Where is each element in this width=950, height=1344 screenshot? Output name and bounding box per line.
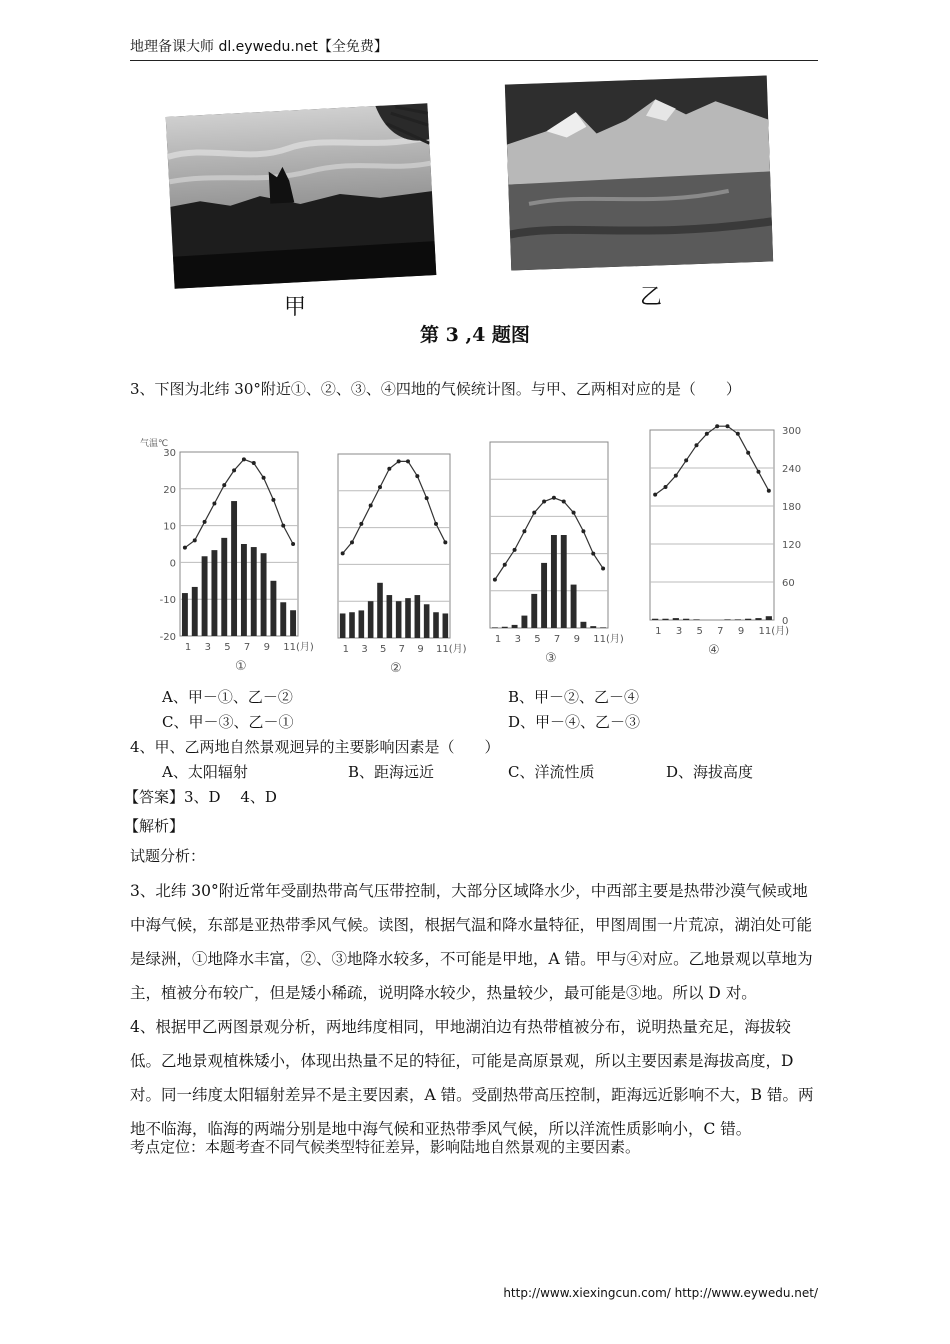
photo-jia-illustration [166,103,437,288]
chart-4-precip-bar [673,618,679,620]
chart-4-precip-bar [683,619,689,620]
chart-3-precip-bar [600,627,606,628]
answer-line: 【答案】3、D 4、D [124,788,277,806]
chart-2-precip-bar [359,610,365,638]
chart-2-temp-point [359,522,363,526]
chart-4-temp-point [684,458,688,462]
chart-1-x-tick: 11(月) [283,642,314,653]
photo-yi-illustration [505,75,773,270]
chart-4-temp-point [726,424,730,428]
chart-1-y-tick: -10 [159,595,176,607]
chart-1-x-tick: 1 [184,642,192,653]
chart-3-x-tick: 7 [553,634,561,645]
chart-3-temp-point [591,552,595,556]
chart-3-label: ③ [545,651,557,666]
analysis-intro: 试题分析： [130,847,206,865]
q4-option-d: D、海拔高度 [666,763,754,781]
chart-2-precip-bar [396,601,402,638]
chart-2-x-tick: 11(月) [436,644,467,655]
chart-4-temp-point [757,470,761,474]
chart-4-y-tick: 240 [782,464,802,475]
chart-3-x-tick: 1 [494,634,502,645]
chart-3-precip-bar [561,535,567,628]
chart-3-precip-bar [590,626,596,628]
photo-jia [166,103,437,288]
analysis-paragraph-4: 4、根据甲乙两图景观分析，两地纬度相同，甲地湖泊边有热带植被分布，说明热量充足，海拔较低。乙地景观植株矮小，体现出热量不足的特征，可能是高原景观，所以主要因素是海拔高度，D 对。同一纬度太阳辐射差异不是主要因素，A 错。受副热带高压控制，距海远近影响不大，B 错。两地不临海，临海的两端分别是地中海气候和亚热带季风气候，所以洋流性质影响小，C 错。 [130,1018,814,1138]
chart-1-temp-point [203,520,207,524]
page-footer: http://www.xiexingcun.com/ http://www.eywedu.net/ [503,1286,818,1300]
q4-option-c: C、洋流性质 [508,763,595,781]
chart-1-temp-point [271,498,275,502]
chart-4-x-tick: 9 [737,626,745,637]
chart-4-temp-point [767,489,771,493]
q3-option-a: A、甲－①、乙－② [162,688,293,706]
q3-option-b: B、甲－②、乙－④ [508,688,640,706]
climate-charts [140,412,820,680]
q3-option-c: C、甲－③、乙－① [162,713,294,731]
chart-3-temp-line [495,498,603,580]
chart-4-x-tick: 7 [717,626,724,637]
chart-2-precip-bar [433,612,439,638]
chart-2-precip-bar [377,583,383,638]
chart-3-x-tick: 3 [514,634,521,645]
chart-1-x-tick: 9 [263,642,270,653]
chart-4-y-tick: 120 [782,540,802,551]
chart-2-precip-bar [368,601,374,638]
q3-option-d: D、甲－④、乙－③ [508,713,641,731]
chart-1-x-tick: 7 [243,642,251,653]
chart-3-temp-point [503,563,507,567]
chart-4-x-tick: 3 [675,626,683,637]
chart-3-temp-point [601,566,605,570]
chart-2-x-tick: 1 [342,644,350,655]
chart-4-precip-bar [755,618,761,620]
question-4-stem: 4、甲、乙两地自然景观迥异的主要影响因素是（ ） [130,738,500,756]
chart-1-y-tick: 30 [163,448,176,459]
chart-4-y-tick: 0 [782,616,789,627]
chart-4-precip-bar [693,619,699,620]
chart-3-x-tick: 5 [534,634,541,645]
chart-4-temp-point [746,451,750,455]
chart-1-temp-point [281,524,285,528]
chart-2-temp-line [343,461,446,553]
chart-4-y-tick: 60 [782,578,795,589]
chart-1-temp-point [242,457,246,461]
chart-3-temp-point [542,500,546,504]
chart-1-y-tick: 20 [163,484,176,496]
chart-3-precip-bar [541,563,547,628]
chart-2-temp-point [415,474,419,478]
chart-3-precip-bar [521,616,527,628]
chart-3-temp-point [552,496,556,500]
chart-4-x-tick: 11(月) [758,626,790,637]
chart-1-temp-point [212,502,216,506]
chart-1-temp-point [252,461,256,465]
chart-1-precip-bar [261,553,267,636]
chart-2-label: ② [390,661,402,676]
chart-1-precip-bar [270,581,276,636]
chart-3-x-tick: 9 [573,634,580,645]
chart-3-temp-point [522,529,526,533]
chart-4-label: ④ [708,643,720,658]
chart-3-precip-bar [551,535,557,628]
chart-4-temp-point [674,474,678,478]
chart-1-x-tick: 3 [204,642,211,653]
chart-2-temp-point [350,540,354,544]
chart-1-temp-point [193,538,197,542]
chart-4-temp-point [653,493,657,497]
chart-4-temp-point [664,485,668,489]
analysis-paragraph-3: 3、北纬 30°附近常年受副热带高气压带控制，大部分区域降水少，中西部主要是热带沙漠气候或地中海气候，东部是亚热带季风气候。读图，根据气温和降水量特征，甲图周围一片荒凉，湖泊处可能是绿洲，①地降水丰富，②、③地降水较多，不可能是甲地，A 错。甲与④对应。乙地景观以草地为主，植被分布较广，但是矮小稀疏，说明降水较少，热量较少，最可能是③地。所以 D 对。 [130,882,813,1002]
chart-4-precip-bar [724,619,730,620]
chart-3-precip-bar [492,627,498,628]
chart-3-precip-bar [531,594,537,628]
chart-1-precip-bar [280,602,286,636]
chart-1-precip-bar [192,587,198,636]
chart-3-temp-point [572,511,576,515]
chart-4-temp-point [715,424,719,428]
chart-2-precip-bar [340,613,346,638]
chart-1-y-tick: 10 [163,521,176,533]
header-text: 地理备课大师 dl.eywedu.net【全免费】 [130,39,388,55]
chart-3-temp-point [532,511,536,515]
chart-2-frame [338,454,450,638]
chart-2-precip-bar [387,595,393,638]
chart-2-temp-point [443,540,447,544]
chart-2-precip-bar [424,604,430,638]
q4-option-a: A、太阳辐射 [162,763,248,781]
chart-3-temp-point [562,500,566,504]
chart-1-precip-bar [202,556,208,636]
page-header [130,36,818,61]
chart-4-temp-point [695,443,699,447]
chart-2-temp-point [378,485,382,489]
chart-1-y-tick: 0 [169,558,176,570]
chart-2-x-tick: 3 [361,644,368,655]
chart-1-precip-bar [241,544,247,636]
chart-2-precip-bar [415,595,421,638]
chart-2-x-tick: 9 [417,644,424,655]
chart-1-temp-point [232,468,236,472]
chart-3-frame [490,442,608,628]
chart-4-precip-bar [735,619,741,620]
chart-2-precip-bar [349,612,355,638]
chart-3-temp-point [581,529,585,533]
chart-4-precip-bar [652,619,658,620]
chart-4-x-tick: 1 [655,626,662,637]
chart-3-temp-point [493,578,497,582]
chart-4-precip-bar [662,619,668,620]
chart-2-temp-point [425,496,429,500]
chart-2-x-tick: 7 [398,644,406,655]
chart-1-temp-line [185,459,293,547]
chart-4-precip-bar [745,619,751,620]
analysis-title: 【解析】 [124,817,185,835]
chart-4-temp-point [705,432,709,436]
chart-1-precip-bar [211,550,217,636]
chart-2-temp-point [434,522,438,526]
chart-2-x-tick: 5 [380,644,387,655]
question-3-stem: 3、下图为北纬 30°附近①、②、③、④四地的气候统计图。与甲、乙两相对应的是（ ） [130,380,741,398]
chart-1-temp-point [291,542,295,546]
chart-4-x-tick: 5 [696,626,703,637]
chart-3-precip-bar [512,625,518,628]
chart-1-temp-point [183,546,187,550]
figure-caption: 第 3 ,4 题图 [420,324,530,346]
figure-label-yi: 乙 [640,285,663,310]
chart-4-temp-line [655,426,769,494]
chart-1-precip-bar [251,547,257,636]
figure-label-jia: 甲 [284,295,307,320]
chart-3-precip-bar [580,622,586,628]
chart-4-frame [650,430,774,620]
chart-1-precip-bar [182,593,188,636]
chart-1-label: ① [235,659,247,674]
q4-option-b: B、距海远近 [348,763,435,781]
knowledge-point: 考点定位：本题考查不同气候类型特征差异，影响陆地自然景观的主要因素。 [130,1138,641,1156]
chart-3-temp-point [513,548,517,552]
chart-1-temp-point [222,483,226,487]
chart-4-y-tick: 180 [782,502,802,513]
chart-2-temp-point [406,459,410,463]
chart-1-y-axis-title: 气温℃ [140,439,169,449]
chart-2-temp-point [397,459,401,463]
chart-2-temp-point [341,551,345,555]
chart-3-precip-bar [571,585,577,628]
chart-3-precip-bar [502,627,508,628]
chart-1-precip-bar [231,501,237,636]
chart-1-x-tick: 5 [224,642,231,653]
chart-4-temp-point [736,432,740,436]
chart-1-precip-bar [290,610,296,636]
chart-2-precip-bar [405,598,411,638]
chart-4-precip-bar [766,616,772,620]
chart-1-y-tick: -20 [159,632,176,643]
photo-yi [505,75,773,270]
chart-2-precip-bar [443,613,449,638]
chart-3-x-tick: 11(月) [593,634,624,645]
chart-1-precip-bar [221,538,227,636]
chart-4-y-tick: 300 [782,426,802,437]
chart-1-temp-point [262,476,266,480]
chart-2-temp-point [387,467,391,471]
chart-2-temp-point [369,504,373,508]
